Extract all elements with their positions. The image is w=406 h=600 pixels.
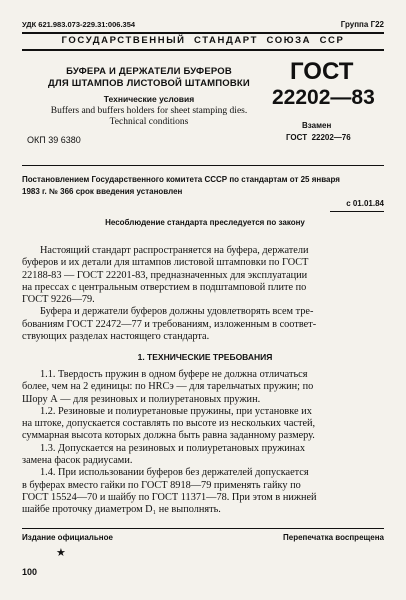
decree-line-2: 1983 г. № 366 срок введения установлен [22,187,183,196]
section-heading: 1. ТЕХНИЧЕСКИЕ ТРЕБОВАНИЯ [137,352,273,362]
gost-label: ГОСТ [290,58,354,85]
intro-p2-line-3: ствующих разделах настоящего стандарта. [22,331,210,343]
intro-p1-line-4: на прессах с центральным отверстием в подштамповой плите по [22,281,307,293]
intro-p2-line-2: бованиям ГОСТ 22472—77 и требованиям, изложенным в соответ- [22,318,317,330]
english-title [22,106,276,128]
english-title-line-1: Buffers and buffers holders for sheet stamping dies. [50,106,248,116]
legal-notice: Несоблюдение стандарта преследуется по закону [105,218,305,227]
req-1-1-line-3: Шору А — для резиновых и полиуретановых пружин. [22,393,261,405]
req-1-1-line-2: более, чем на 2 единицы: по HRCэ — для тарельчатых пружин; по [22,381,314,393]
udk-code: УДК 621.983.073-229.31:006.354 [22,20,136,29]
req-1-4-line-2: в буферах вместо гайки по ГОСТ 8918—79 применять гайку по [22,479,301,491]
req-1-1-line-1: 1.1. Твердость пружин в одном буфере не должна отличаться [40,369,308,380]
intro-p1-line-2: буферов и их детали для штампов листовой штамповки по ГОСТ [22,257,309,269]
intro-p1-line-3: 22188-83 — ГОСТ 22201-83, предназначенных для эксплуатации [22,269,308,281]
effective-date-rule [330,211,384,212]
subtitle: Технические условия [103,94,195,104]
effective-date: с 01.01.84 [346,199,384,208]
footer-rule [22,528,384,529]
star-icon: ★ [56,547,66,559]
replaces-value: ГОСТ 22202—76 [286,133,351,142]
requirements-section [22,369,388,517]
gost-number: 22202—83 [272,86,375,109]
header-rule-bottom [22,49,384,51]
intro-p1-line-5: ГОСТ 9226—79. [22,294,95,306]
req-1-2-line-1: 1.2. Резиновые и полиуретановые пружины, при установке их [40,405,312,417]
replaces-label: Взамен [302,121,332,130]
decree-text [22,174,388,198]
group-code: Группа Г22 [340,20,384,29]
req-1-3-line-1: 1.3. Допускается на резиновых и полиуретановых пружинах [40,442,306,454]
title-block-rule [22,165,384,166]
title-line-2: ДЛЯ ШТАМПОВ ЛИСТОВОЙ ШТАМПОВКИ [48,78,250,89]
state-standard-banner: ГОСУДАРСТВЕННЫЙ СТАНДАРТ СОЮЗА ССР [61,35,345,46]
intro-p2-line-1: Буфера и держатели буферов должны удовлетворять всем тре- [40,306,314,318]
title-line-1: БУФЕРА И ДЕРЖАТЕЛИ БУФЕРОВ [66,66,232,77]
english-title-line-2: Technical conditions [109,117,189,127]
decree-line-1: Постановлением Государственного комитета СССР по стандартам от 25 января [22,175,340,184]
intro-p1-line-1: Настоящий стандарт распространяется на буфера, держатели [40,245,309,256]
intro-section [22,245,388,343]
req-1-4-line-1: 1.4. При использовании буферов без держателей допускается [40,467,309,479]
req-1-4-line-4: шайбе проточку диаметром D₁ не выполнять. [22,504,221,516]
official-edition-note: Издание официальное [22,533,113,542]
page-number: 100 [22,567,38,577]
req-1-4-line-3: ГОСТ 15524—70 и шайбу по ГОСТ 11371—78. При этом в нижней [22,491,317,503]
reprint-prohibited-note: Перепечатка воспрещена [283,533,384,542]
req-1-2-line-2: на штоке, допускается составлять по высоте из нескольких частей, [22,418,316,430]
okp-code: ОКП 39 6380 [27,135,81,145]
header-rule-top [22,32,384,34]
req-1-3-line-2: замена фасок радиусами. [22,455,133,467]
req-1-2-line-3: суммарная высота которых должна быть равна заданному размеру. [22,430,315,442]
